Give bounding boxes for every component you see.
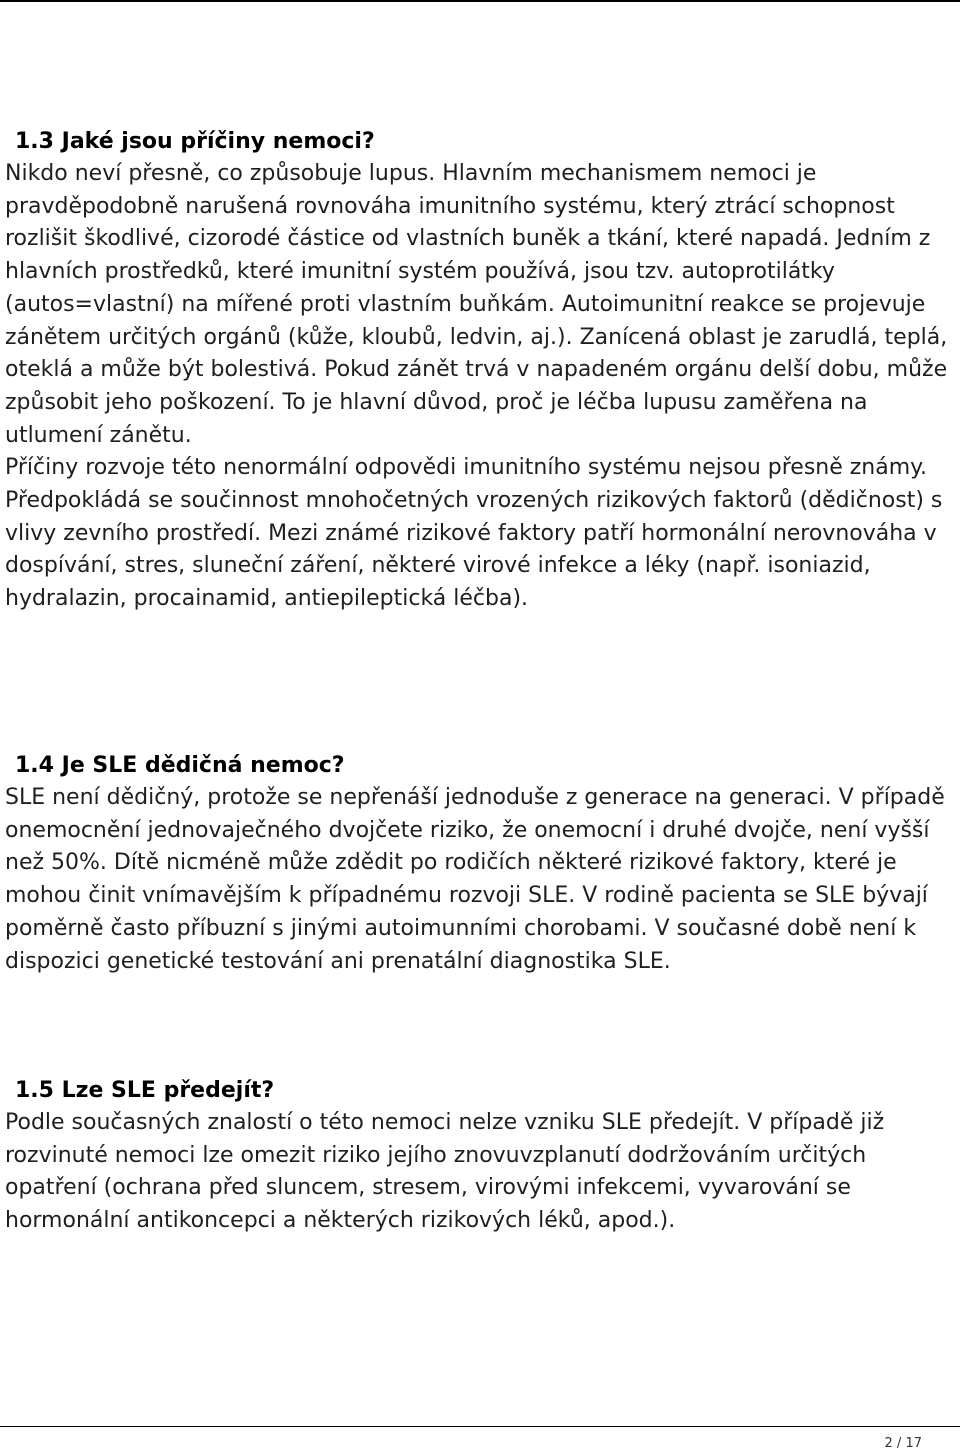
footer-rule [0,1426,960,1427]
paragraph-heredity: SLE není dědičný, protože se nepřenáší jednoduše z generace na generaci. V případě onemocnění jednovaječného dvojčete riziko, že onemocní i druhé dvojče, není vyšší než 50%. Dítě nicméně může zdědit po rodičích některé rizikové faktory, které je mohou činit vnímavějším k případnému rozvoji SLE. V rodině pacienta se SLE bývají poměrně často příbuzní s jinými autoimunními chorobami. V současné době není k dispozici genetické testování ani prenatální diagnostika SLE. [5,785,945,974]
top-rule [0,0,960,2]
section-heading-prevention: 1.5 Lze SLE předejít? [15,1078,275,1103]
paragraph-causes-1: Nikdo neví přesně, co způsobuje lupus. Hlavním mechanismem nemoci je pravděpodobně narušená rovnováha imunitního systému, který ztrácí schopnost rozlišit škodlivé, cizorodé částice od vlastních buněk a tkání, které napadá. Jedním z hlavních prostředků, které imunitní systém používá, jsou tzv. autoprotilátky (autos=vlastní) na mířené proti vlastním buňkám. Autoimunitní reakce se projevuje zánětem určitých orgánů (kůže, kloubů, ledvin, aj.). Zanícená oblast je zarudlá, teplá, oteklá a může být bolestivá. Pokud zánět trvá v napadeném orgánu delší dobu, může způsobit jeho poškození. To je hlavní důvod, proč je léčba lupusu zaměřena na utlumení zánětu. [5,161,948,448]
paragraph-causes-2: Příčiny rozvoje této nenormální odpovědi imunitního systému nejsou přesně známy. Předpokládá se součinnost mnohočetných vrozených rizikových faktorů (dědičnost) s vlivy zevního prostředí. Mezi známé rizikové faktory patří hormonální nerovnováha v dospívání, stres, sluneční záření, některé virové infekce a léky (např. isoniazid, hydralazin, procainamid, antiepileptická léčba). [5,455,943,612]
page-number: 2 / 17 [884,1436,922,1451]
paragraph-prevention: Podle současných znalostí o této nemoci nelze vzniku SLE předejít. V případě již rozvinuté nemoci lze omezit riziko jejího znovuvzplanutí dodržováním určitých opatření (ochrana před sluncem, stresem, virovými infekcemi, vyvarování se hormonální antikoncepci a některých rizikových léků, apod.). [5,1110,885,1234]
section-heading-heredity: 1.4 Je SLE dědičná nemoc? [15,753,345,778]
section-prevention [5,1075,957,1238]
section-causes [5,126,957,616]
section-heredity [5,750,957,978]
section-heading-causes: 1.3 Jaké jsou příčiny nemoci? [15,129,375,154]
